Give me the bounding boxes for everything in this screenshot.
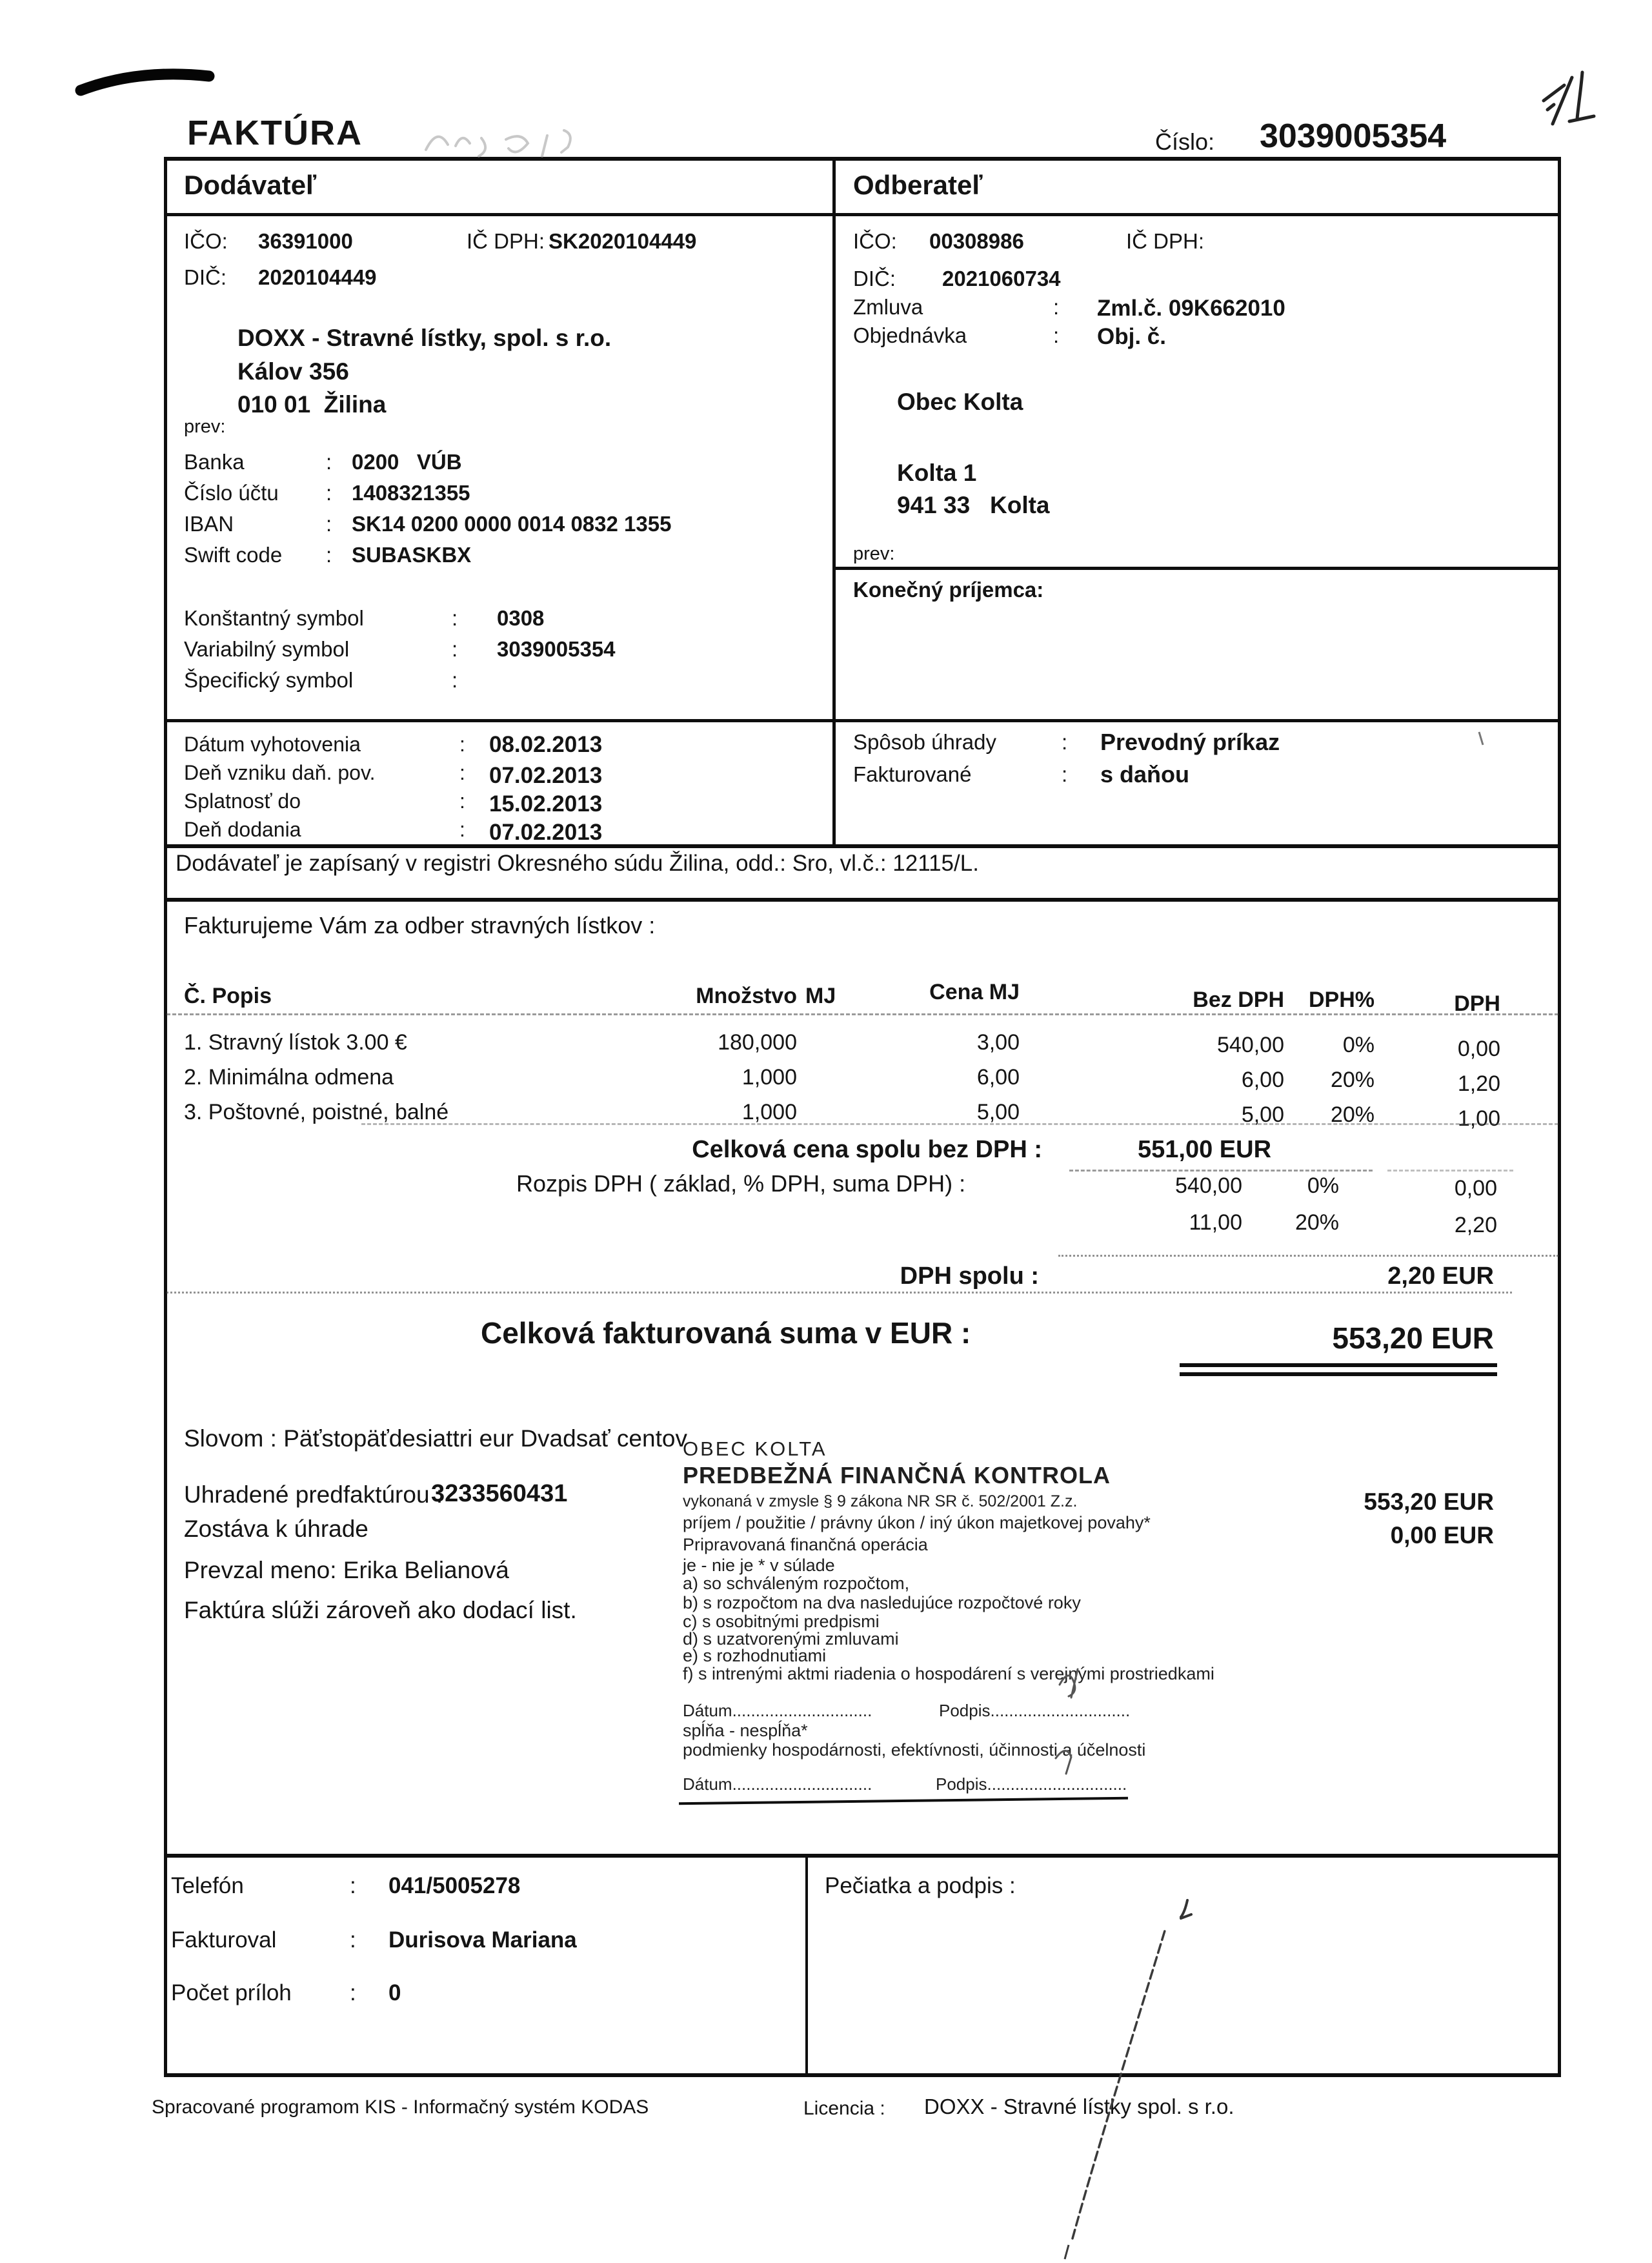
stamp-date-line-2: Dátum.............................. [683,1774,872,1794]
net-total: 551,00 EUR [1138,1136,1272,1163]
diagonal-pen-stroke [1073,1929,1165,2238]
customer-street: Kolta 1 [897,460,977,486]
item-row-vat: 1,20 [1457,1071,1500,1096]
contact-box-top [164,1854,1561,1858]
right-outer-border [1558,157,1561,2077]
item-row-vat-pct: 0% [1342,1033,1375,1057]
supplier-dic: 2020104449 [258,265,377,289]
swift-code: SUBASKBX [352,543,472,567]
supplier-street: Kálov 356 [237,358,349,385]
stamp-point-b: b) s rozpočtom na dva nasledujúce rozpočtové roky [683,1593,1081,1612]
final-recipient-divider [832,567,1561,570]
item-row-net: 540,00 [1217,1033,1284,1057]
supplier-name: DOXX - Stravné lístky, spol. s r.o. [237,325,612,351]
supplier-customer-divider [832,157,836,847]
box-top-border [164,157,1561,161]
stamp-signature-label: Pečiatka a podpis : [825,1873,1016,1898]
grand-total-label: Celková fakturovaná suma v EUR : [481,1316,971,1350]
colon: : [459,818,465,841]
vat-total-label: DPH spolu : [900,1263,1039,1290]
attachments-count: 0 [388,1980,401,2005]
prepaid-label: Uhradené predfaktúrou : [184,1481,443,1508]
order-number: Obj. č. [1097,324,1166,349]
col-header-dph-pct: DPH% [1308,988,1375,1012]
tax-date: 07.02.2013 [489,763,603,788]
phone-label: Telefón [171,1873,244,1898]
registry-note: Dodávateľ je zapísaný v registri Okresného súdu Žilina, odd.: Sro, vl.č.: 12115/L. [176,851,979,876]
vat-row-amount: 0,00 [1454,1176,1497,1201]
stamp-point-a: a) so schváleným rozpočtom, [683,1574,910,1593]
handwriting-top-right-3 [1569,72,1594,121]
bank-name: 0200 VÚB [352,450,462,474]
header-underline [166,1013,1558,1015]
item-row-desc: 1. Stravný lístok 3.00 € [184,1030,407,1055]
footer-license: DOXX - Stravné lístky spol. s r.o. [924,2095,1234,2118]
stamp-sign-line-1: Podpis.............................. [939,1701,1131,1720]
delivery-date: 07.02.2013 [489,820,603,845]
stamp-org: OBEC KOLTA [683,1437,827,1460]
col-header-bez-dph: Bez DPH [1193,988,1284,1012]
item-row-net: 5,00 [1241,1102,1284,1127]
net-total-label: Celková cena spolu bez DPH : [692,1136,1042,1163]
colon: : [1053,323,1060,347]
col-header-popis: Č. Popis [184,984,272,1008]
stamp-fulfils: spĺňa - nespĺňa* [683,1721,808,1740]
colon: : [452,637,458,661]
issue-date: 08.02.2013 [489,732,603,757]
left-outer-border [164,157,167,2077]
vat-row-base: 11,00 [1189,1210,1242,1235]
phone-number: 041/5005278 [388,1873,521,1898]
tick-after-payment-method [1479,732,1483,745]
vat-total-bottomline [166,1292,1512,1294]
col-header-mnozstvo: Množstvo [696,984,797,1008]
invoice-number: 3039005354 [1260,117,1447,155]
contact-divider [805,1854,808,2077]
footer-program: Spracované programom KIS - Informačný systém KODAS [152,2096,649,2118]
vat-total: 2,20 EUR [1387,1263,1494,1290]
item-row-qty: 1,000 [741,1065,797,1090]
vat-row-pct: 0% [1307,1173,1339,1198]
stamp-types: príjem / použitie / právny úkon / iný úkon majetkovej povahy* [683,1513,1151,1532]
attachments-label: Počet príloh [171,1980,292,2005]
item-row-desc: 2. Minimálna odmena [184,1065,394,1090]
prepaid-amount: 553,20 EUR [1364,1488,1494,1515]
footer-license-label: Licencia : [803,2098,885,2119]
customer-icdph-label: IČ DPH: [1126,229,1205,253]
customer-ico-label: IČO: [853,229,897,253]
final-recipient-label: Konečný príjemca: [853,578,1044,602]
variable-symbol: 3039005354 [497,637,616,661]
invoiced-by: Durisova Mariana [388,1927,577,1953]
colon: : [1053,295,1060,319]
supplier-icdph-label: IČ DPH: [467,229,545,253]
item-row-vat-pct: 20% [1330,1102,1375,1127]
account-number: 1408321355 [352,481,470,505]
stamp-bottom-line [679,1797,1128,1805]
stamp-point-c: c) s osobitnými predpismi [683,1612,880,1631]
bank-name-label: Banka [184,450,245,474]
iban-label: IBAN [184,512,234,536]
stamp-point-d: d) s uzatvorenými zmluvami [683,1629,899,1649]
colon: : [1062,730,1068,754]
item-row-price: 5,00 [976,1100,1020,1124]
colon: : [459,789,465,813]
customer-ico: 00308986 [929,229,1024,253]
invoiced-label: Fakturované [853,762,972,786]
constant-symbol-label: Konštantný symbol [184,606,364,630]
colon: : [452,606,458,630]
col-header-cena-mj: Cena MJ [929,980,1020,1004]
registry-band-bottom [164,898,1561,902]
colon: : [459,761,465,784]
item-row-net: 6,00 [1241,1068,1284,1092]
vat-row-amount: 2,20 [1454,1213,1497,1237]
variable-symbol-label: Variabilný symbol [184,637,350,661]
item-row-price: 3,00 [976,1030,1020,1055]
invoiced-mode: s daňou [1100,761,1190,787]
due-date: 15.02.2013 [489,791,603,817]
due-date-label: Splatnosť do [184,789,301,813]
diagonal-pen-tail [1065,2245,1069,2259]
faint-handwriting-after-title [426,130,570,156]
specific-symbol-label: Špecifický symbol [184,668,354,692]
vat-row-pct: 20% [1294,1210,1339,1235]
payment-method-label: Spôsob úhrady [853,730,996,754]
invoiced-by-label: Fakturoval [171,1927,277,1953]
vat-breakdown-label: Rozpis DPH ( základ, % DPH, suma DPH) : [516,1170,966,1197]
grand-total: 553,20 EUR [1332,1321,1494,1355]
colon: : [326,481,332,505]
customer-prev-label: prev: [853,543,895,564]
colon: : [1062,762,1068,786]
colon: : [350,1980,356,2005]
stamp-conditions: podmienky hospodárnosti, efektívnosti, účinnosti a účelnosti [683,1740,1146,1760]
stamp-point-f: f) s intrenými aktmi riadenia o hospodárení s verejnými prostriedkami [683,1664,1214,1683]
item-row-price: 6,00 [976,1065,1020,1090]
stamp-date-line-1: Dátum.............................. [683,1701,872,1720]
registry-band-top [164,844,1561,848]
issue-date-label: Dátum vyhotovenia [184,733,361,756]
colon: : [326,543,332,567]
colon: : [326,450,332,474]
contract-number: Zml.č. 09K662010 [1097,296,1285,321]
header-row-divider [164,213,1561,216]
received-by: Prevzal meno: Erika Belianová [184,1557,509,1583]
grand-total-underline-2 [1180,1372,1497,1376]
handwriting-top-right-2 [1553,77,1572,124]
tax-date-label: Deň vzniku daň. pov. [184,761,376,784]
iban: SK14 0200 0000 0014 0832 1355 [352,512,672,536]
order-label: Objednávka [853,323,967,347]
supplier-dic-label: DIČ: [184,265,227,289]
amount-in-words: Slovom : Päťstopäťdesiattri eur Dvadsať centov [184,1425,687,1452]
stamp-compliance: je - nie je * v súlade [683,1556,835,1575]
colon: : [350,1927,356,1953]
stamp-title: PREDBEŽNÁ FINANČNÁ KONTROLA [683,1462,1111,1488]
stamp-operation: Pripravovaná finančná operácia [683,1535,928,1554]
customer-box-title: Odberateľ [853,170,983,200]
net-total-underline [1069,1170,1373,1172]
vat-total-topline [1058,1255,1558,1257]
invoice-number-label: Číslo: [1155,128,1215,155]
customer-dic: 2021060734 [942,267,1061,290]
customer-dic-label: DIČ: [853,267,896,290]
customer-name: Obec Kolta [897,389,1023,415]
items-intro: Fakturujeme Vám za odber stravných lístkov : [184,912,656,939]
swift-label: Swift code [184,543,283,567]
colon: : [326,512,332,536]
supplier-icdph: SK2020104449 [549,229,697,253]
handwriting-top-right-1 [1544,85,1564,110]
remaining-amount: 0,00 EUR [1390,1522,1494,1548]
items-bottom-dashes [361,1123,1558,1125]
pen-stroke-top-left [81,74,209,90]
payment-method: Prevodný príkaz [1100,729,1280,755]
delivery-date-label: Deň dodania [184,818,301,841]
item-row-qty: 1,000 [741,1100,797,1124]
item-row-desc: 3. Poštovné, poistné, balné [184,1100,449,1124]
pen-mark-peciatka [1181,1900,1191,1918]
item-row-vat-pct: 20% [1330,1068,1375,1092]
stamp-sign-line-2: Podpis.............................. [936,1774,1127,1794]
item-row-qty: 180,000 [718,1030,797,1055]
supplier-ico: 36391000 [258,229,353,253]
supplier-city: 010 01 Žilina [237,391,387,418]
item-row-vat: 0,00 [1457,1037,1500,1061]
page-title: FAKTÚRA [187,114,363,152]
stamp-point-e: e) s rozhodnutiami [683,1646,827,1665]
colon: : [350,1873,356,1898]
customer-city: 941 33 Kolta [897,492,1050,518]
contact-box-bottom [164,2073,1561,2077]
grand-total-underline-1 [1180,1363,1497,1367]
colon: : [459,733,465,756]
remaining-label: Zostáva k úhrade [184,1516,368,1542]
delivery-note: Faktúra slúži zároveň ako dodací list. [184,1597,577,1623]
colon: : [452,668,458,692]
supplier-ico-label: IČO: [184,229,228,253]
account-number-label: Číslo účtu [184,481,279,505]
dates-divider [164,719,1561,722]
stamp-law: vykonaná v zmysle § 9 zákona NR SR č. 502/2001 Z.z. [683,1492,1078,1510]
col-header-dph: DPH [1454,991,1500,1016]
supplier-box-title: Dodávateľ [184,170,317,200]
prepaid-number: 3233560431 [431,1480,568,1507]
supplier-prev-label: prev: [184,416,226,437]
item-row-vat: 1,00 [1457,1106,1500,1131]
vat-row-base: 540,00 [1175,1173,1242,1198]
constant-symbol: 0308 [497,606,545,630]
net-total-underline-tail [1387,1170,1513,1172]
col-header-mj: MJ [805,984,836,1008]
contract-label: Zmluva [853,295,923,319]
